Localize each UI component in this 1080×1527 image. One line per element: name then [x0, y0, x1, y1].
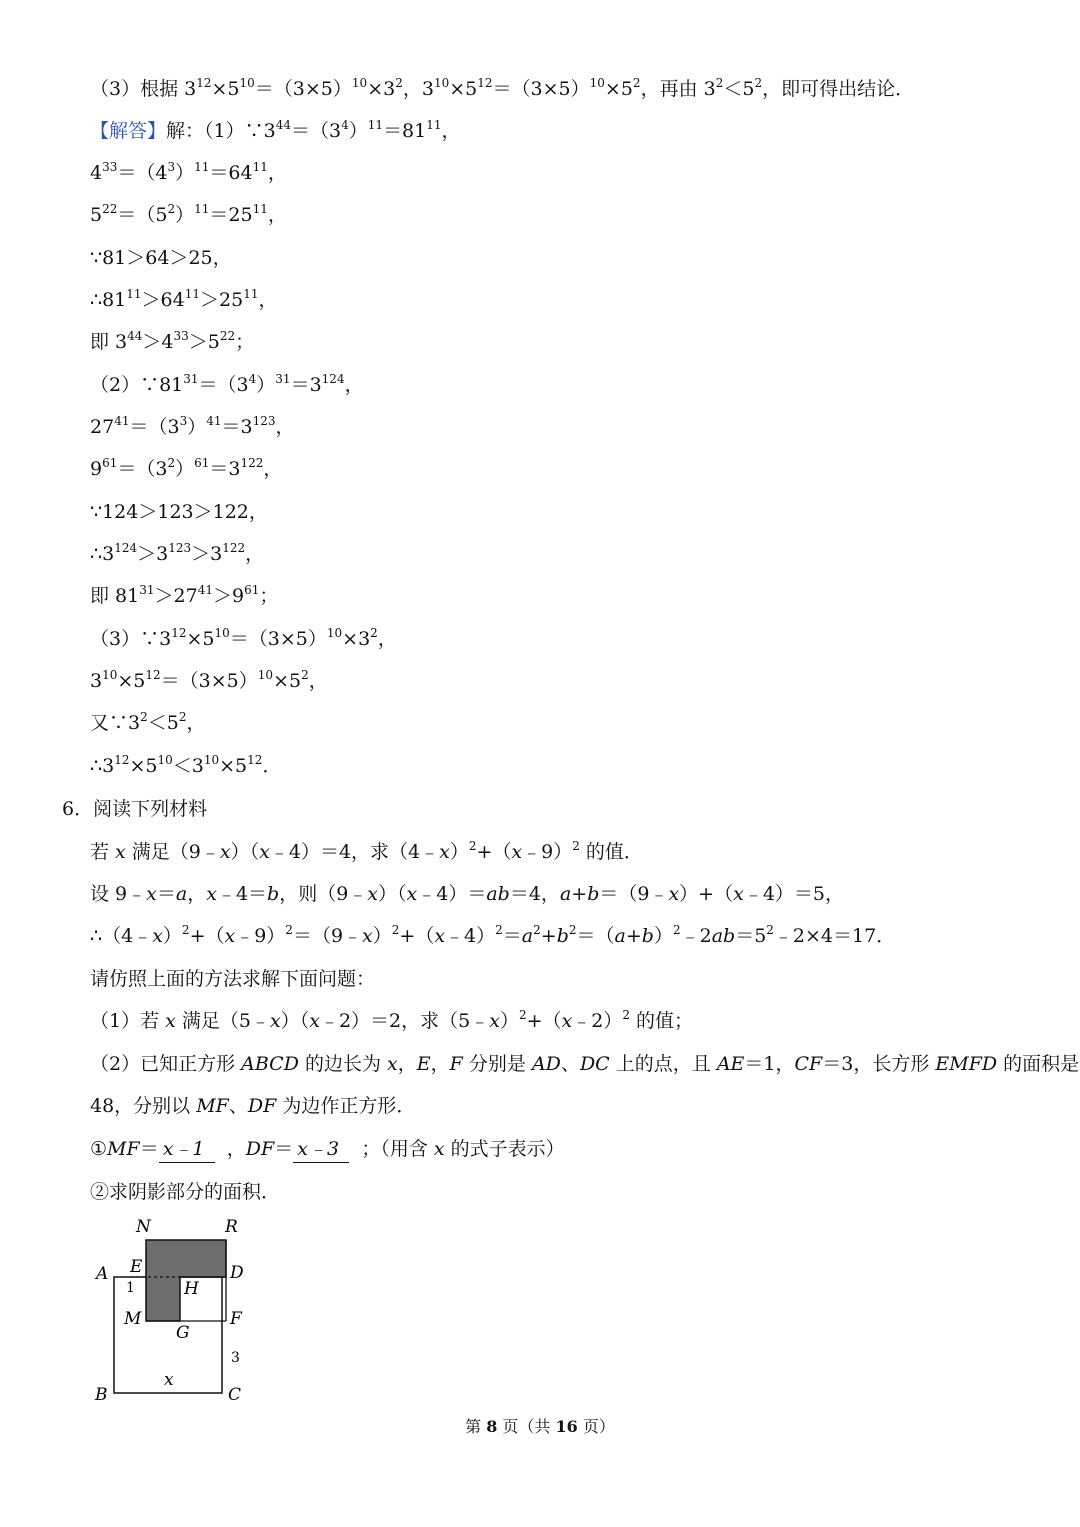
text-line: 若 x 满足（9﹣x）（x﹣4）＝4，求（4﹣x）$^2$+（x﹣9）$^2$ 的值． — [90, 839, 643, 863]
label-one: 1 — [126, 1280, 135, 1296]
label-c: C — [228, 1385, 242, 1405]
label-h: H — [184, 1279, 199, 1299]
text-line: $\therefore 3^{124}>3^{123}>3^{122}$， — [90, 541, 265, 565]
label-f: F — [230, 1309, 242, 1329]
page-footer: 第 8 页（共 16 页） — [465, 1417, 615, 1436]
label-b: B — [95, 1385, 108, 1405]
label-n: N — [136, 1217, 151, 1237]
text-line: $\therefore 81^{11}>64^{11}>25^{11}$， — [90, 287, 278, 311]
text-line: 即 $3^{44}>4^{33}>5^{22}$； — [90, 329, 255, 353]
text-line: 【解答】解：$(1)\because 3^{44}=(3^4)^{11}=81^{11}$， — [90, 118, 461, 142]
label-x: x — [164, 1370, 174, 1390]
text-line: 48，分别以 MF、DF 为边作正方形． — [90, 1095, 416, 1117]
text-line: ∵81＞64＞25， — [90, 247, 232, 269]
label-g: G — [176, 1323, 190, 1343]
label-three: 3 — [231, 1350, 240, 1366]
text-line: ∵124＞123＞122， — [90, 501, 268, 523]
label-m: M — [124, 1309, 142, 1329]
text-line: $4^{33}=(4^3)^{11}=64^{11}$， — [90, 160, 287, 184]
square-figure — [90, 1212, 260, 1408]
label-d: D — [230, 1263, 244, 1283]
text-line: $\therefore(4﹣x)^2+(x﹣9)^2=(9﹣x)^2+(x﹣4)^2=a^2+b^2=(a+b)^2﹣2ab=5^2﹣2\times 4=17$． — [90, 923, 896, 947]
label-r: R — [225, 1217, 238, 1237]
text-line: 请仿照上面的方法求解下面问题： — [90, 968, 376, 990]
label-a: A — [96, 1264, 109, 1284]
text-line: ②求阴影部分的面积． — [90, 1181, 281, 1203]
text-line: $27^{41}=(3^3)^{41}=3^{123}$， — [90, 414, 295, 438]
text-line: （2）已知正方形 ABCD 的边长为 x，E，F 分别是 AD、DC 上的点，且 AE＝1，CF＝3，长方形 EMFD 的面积是 — [90, 1053, 1080, 1075]
text-line: $3^{10}\times 5^{12}=(3\times 5)^{10}\times 5^2$， — [90, 668, 328, 692]
text-line: （3）根据 $3^{12}\times 5^{10}=(3\times 5)^{10}\times 3^2$，$3^{10}\times 5^{12}=(3\times 5)^{10}\times 5^2$，再由 $3^2<5^2$，即可得出结论． — [90, 76, 915, 100]
label-e: E — [130, 1257, 143, 1277]
text-line: 又$\because 3^2<5^2$， — [90, 710, 206, 734]
text-line: $(3)\because 3^{12}\times 5^{10}=(3\times 5)^{10}\times 3^2$， — [90, 626, 397, 650]
text-line: 6．阅读下列材料 — [62, 798, 208, 820]
text-line: $(2)\because 81^{31}=(3^4)^{31}=3^{124}$， — [90, 372, 364, 396]
text-line: $\therefore 3^{12}\times 5^{10}<3^{10}\times 5^{12}$． — [90, 753, 282, 777]
text-line: $9^{61}=(3^2)^{61}=3^{122}$， — [90, 456, 283, 480]
text-line: （1）若 x 满足（5﹣x）（x﹣2）＝2，求（5﹣x）$^2$+（x﹣2）$^2$ 的值； — [90, 1008, 694, 1032]
text-line: ①MF＝ x﹣1 ，DF＝ x﹣3 ；（用含 x 的式子表示） — [90, 1136, 565, 1163]
text-line: 即 $81^{31}>27^{41}>9^{61}$； — [90, 583, 279, 607]
text-line: 设 9﹣x＝a，x﹣4＝b，则（9﹣x）（x﹣4）＝ab＝4，a+b＝（9﹣x）+（x﹣4）＝5， — [90, 883, 844, 905]
text-line: $5^{22}=(5^2)^{11}=25^{11}$， — [90, 202, 287, 226]
